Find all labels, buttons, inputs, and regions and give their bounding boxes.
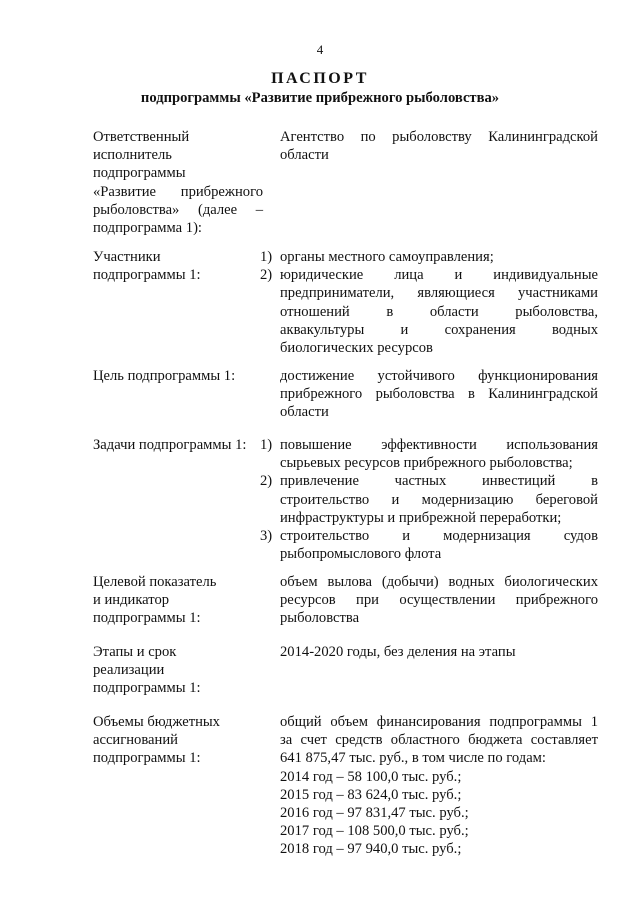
label-line: рыболовства» (далее – — [93, 201, 263, 218]
item-line: повышение эффективности использования — [280, 437, 598, 453]
label-line: Задачи подпрограммы 1: — [93, 437, 247, 453]
label-line: ассигнований — [93, 732, 178, 749]
row-label — [93, 367, 273, 385]
content-line: за счет средств областного бюджета составляет — [280, 732, 598, 749]
page-number: 4 — [316, 42, 324, 57]
row-label — [93, 713, 263, 768]
list-item — [252, 248, 598, 266]
item-line: строительство и модернизация судов — [280, 528, 598, 545]
list-number: 3) — [260, 528, 273, 545]
item-line: инфраструктуры и прибрежной переработки; — [280, 509, 562, 526]
budget-year-line: 2017 год – 108 500,0 тыс. руб.; — [280, 823, 469, 840]
list-item — [252, 472, 598, 527]
label-line: подпрограммы 1: — [93, 680, 201, 697]
label-line: «Развитие прибрежного — [93, 183, 263, 200]
page-title: ПАСПОРТ — [271, 70, 369, 87]
content-line: области — [280, 404, 329, 421]
row-label — [93, 573, 263, 628]
label-line: Ответственный — [93, 129, 190, 145]
row-content — [280, 367, 598, 422]
label-line: реализации — [93, 662, 165, 679]
content-line: объем вылова (добычи) водных биологических — [280, 574, 598, 590]
budget-year-line: 2018 год – 97 940,0 тыс. руб.; — [280, 841, 462, 858]
label-line: Объемы бюджетных — [93, 714, 220, 730]
page-subtitle: подпрограммы «Развитие прибрежного рыболовства» — [140, 90, 500, 106]
label-line: и индикатор — [93, 592, 170, 609]
participants-list — [252, 248, 598, 357]
list-item — [252, 266, 598, 357]
item-line: рыбопромыслового флота — [280, 546, 442, 563]
list-number: 1) — [260, 249, 273, 265]
item-line: сырьевых ресурсов прибрежного рыболовства; — [280, 455, 573, 472]
content-line: области — [280, 147, 329, 164]
row-label — [93, 248, 263, 284]
label-line: подпрограммы 1: — [93, 267, 201, 284]
list-number: 2) — [260, 267, 273, 284]
item-line: органы местного самоуправления; — [280, 249, 494, 265]
budget-year-line: 2014 год – 58 100,0 тыс. руб.; — [280, 768, 462, 785]
item-line: строительство и модернизацию береговой — [280, 491, 598, 508]
label-line: подпрограмма 1): — [93, 220, 202, 237]
item-line: аквакультуры и сохранения водных — [280, 321, 598, 338]
label-line: Целевой показатель — [93, 574, 217, 590]
content-line: достижение устойчивого функционирования — [280, 368, 598, 384]
label-line: Этапы и срок — [93, 644, 177, 660]
label-line: Цель подпрограммы 1: — [93, 368, 236, 384]
label-line: подпрограммы 1: — [93, 610, 201, 627]
list-number: 1) — [260, 437, 273, 453]
content-line: прибрежного рыболовства в Калининградской — [280, 386, 598, 403]
row-label — [93, 436, 263, 454]
list-item — [252, 527, 598, 563]
content-line: Агентство по рыболовству Калининградской — [280, 129, 598, 145]
item-line: отношений в области рыболовства, — [280, 303, 598, 320]
item-line: биологических ресурсов — [280, 340, 433, 357]
row-label — [93, 643, 263, 698]
content-line: рыболовства — [280, 610, 360, 627]
row-content — [280, 128, 598, 164]
list-item — [252, 436, 598, 472]
budget-year-line: 2015 год – 83 624,0 тыс. руб.; — [280, 786, 462, 803]
row-label — [93, 128, 263, 237]
content-line: 2014-2020 годы, без деления на этапы — [280, 644, 516, 660]
row-content — [280, 643, 598, 661]
list-number: 2) — [260, 473, 273, 490]
budget-year-line: 2016 год – 97 831,47 тыс. руб.; — [280, 805, 469, 822]
content-line: ресурсов при осуществлении прибрежного — [280, 592, 598, 609]
item-line: предприниматели, являющиеся участниками — [280, 285, 598, 302]
row-content — [280, 713, 598, 859]
label-line: подпрограммы 1: — [93, 750, 201, 767]
item-line: привлечение частных инвестиций в — [280, 473, 598, 490]
content-line: 641 875,47 тыс. руб., в том числе по годам: — [280, 750, 546, 767]
label-line: Участники — [93, 249, 161, 265]
tasks-list — [252, 436, 598, 563]
label-line: подпрограммы — [93, 165, 186, 182]
label-line: исполнитель — [93, 147, 172, 164]
item-line: юридические лица и индивидуальные — [280, 267, 598, 284]
content-line: общий объем финансирования подпрограммы 1 — [280, 714, 598, 730]
row-content — [280, 573, 598, 628]
